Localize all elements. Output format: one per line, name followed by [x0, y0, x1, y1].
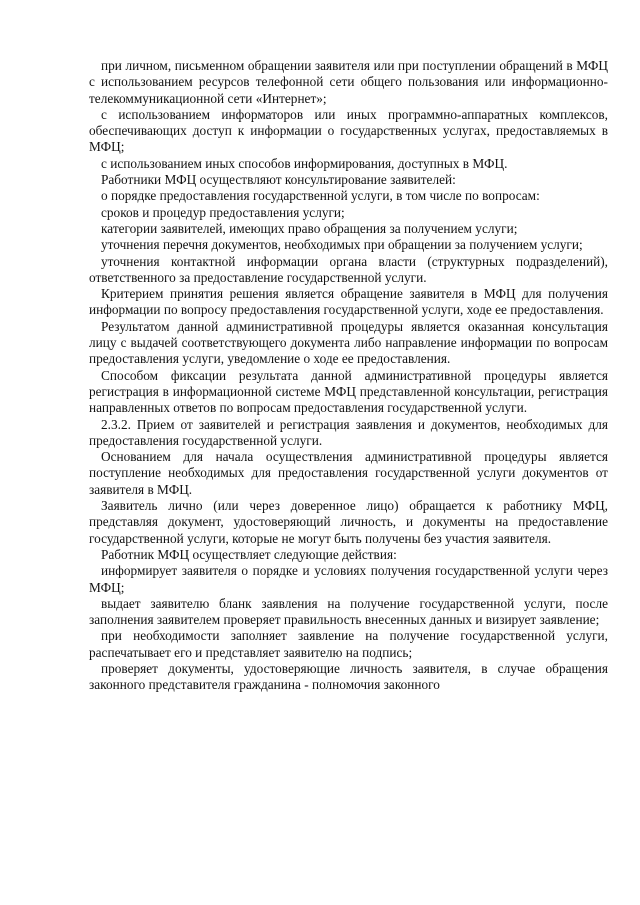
- paragraph: при личном, письменном обращении заявителя или при поступлении обращений в МФЦ с использованием ресурсов телефонной сети общего пользования или информационно-телекоммуникационной сети «Интернет»;: [89, 58, 608, 106]
- paragraph: категории заявителей, имеющих право обращения за получением услуги;: [101, 220, 518, 236]
- paragraph: Работники МФЦ осуществляют консультирование заявителей:: [101, 172, 456, 188]
- document-page: [89, 58, 608, 694]
- paragraph: при необходимости заполняет заявление на получение государственной услуги, распечатывает его и представляет заявителю на подпись;: [89, 628, 608, 660]
- paragraph: Основанием для начала осуществления административной процедуры является поступление необходимых для предоставления государственной услуги документов от заявителя в МФЦ.: [89, 449, 608, 497]
- paragraph: Критерием принятия решения является обращение заявителя в МФЦ для получения информации по вопросу предоставления государственной услуги, ходе ее предоставления.: [89, 286, 608, 318]
- paragraph: сроков и процедур предоставления услуги;: [101, 204, 345, 220]
- paragraph: уточнения контактной информации органа власти (структурных подразделений), ответственного за предоставление государственной услуги.: [89, 253, 608, 285]
- paragraph: выдает заявителю бланк заявления на получение государственной услуги, после заполнения заявителем проверяет правильность внесенных данных и визирует заявление;: [89, 595, 608, 628]
- section-heading-2-3-2: 2.3.2. Прием от заявителей и регистрация заявления и документов, необходимых для предоставления государственной услуги.: [89, 416, 608, 448]
- paragraph: с использованием иных способов информирования, доступных в МФЦ.: [101, 155, 508, 171]
- paragraph: проверяет документы, удостоверяющие личность заявителя, в случае обращения законного представителя гражданина - полномочия законного: [89, 660, 608, 693]
- paragraph: Способом фиксации результата данной административной процедуры является регистрация в информационной системе МФЦ представленной консультации, регистрация направленных ответов по вопросам предоставления государственной услуги.: [89, 367, 608, 416]
- paragraph: Заявитель лично (или через доверенное лицо) обращается к работнику МФЦ, представляя документ, удостоверяющий личность, и документы на предоставление государственной услуги, которые не могут быть получены без участия заявителя.: [89, 498, 608, 546]
- paragraph: с использованием информаторов или иных программно-аппаратных комплексов, обеспечивающих доступ к информации о государственных услугах, предоставляемых в МФЦ;: [89, 106, 608, 155]
- paragraph: Результатом данной административной процедуры является оказанная консультация лицу с выдачей соответствующего документа либо направление информации по вопросам предоставления услуги, уведомление о ходе ее предоставления.: [89, 318, 608, 367]
- paragraph: информирует заявителя о порядке и условиях получения государственной услуги через МФЦ;: [89, 563, 608, 595]
- paragraph: о порядке предоставления государственной услуги, в том числе по вопросам:: [101, 188, 540, 204]
- paragraph: уточнения перечня документов, необходимых при обращении за получением услуги;: [101, 237, 583, 253]
- paragraph: Работник МФЦ осуществляет следующие действия:: [101, 546, 397, 562]
